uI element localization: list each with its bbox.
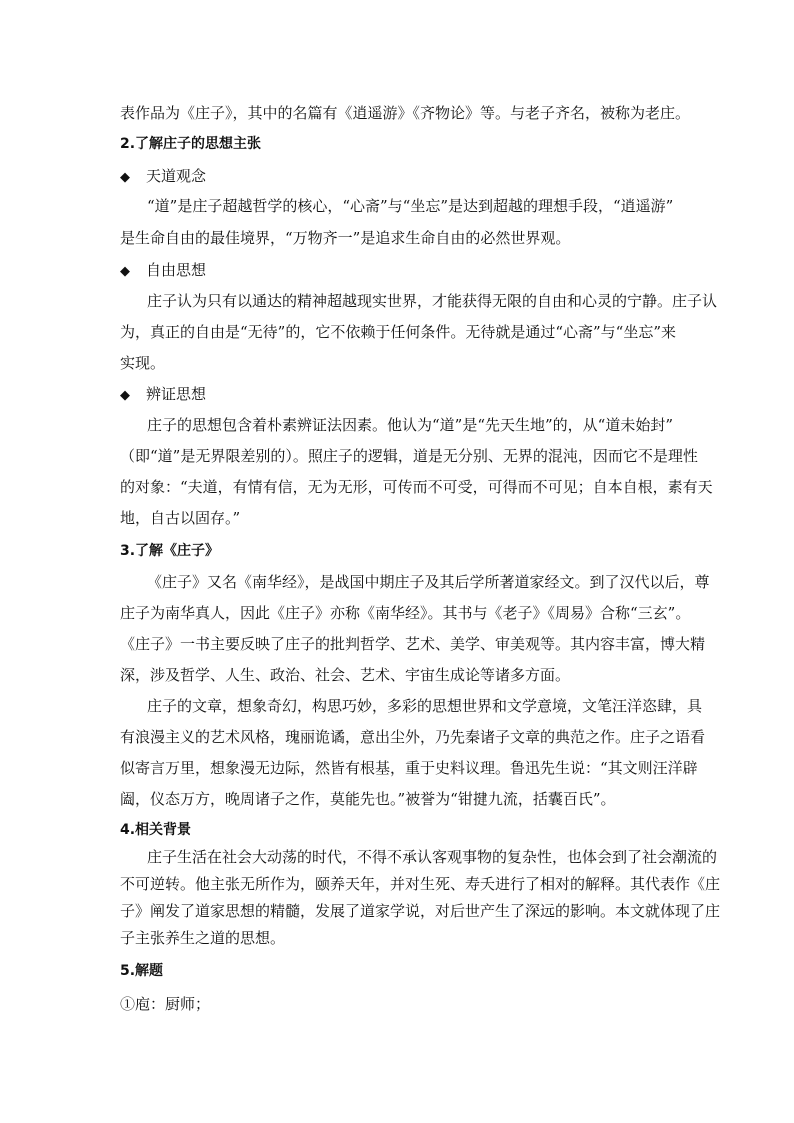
text-line: 不可逆转。他主张无所作为，颐养天年，并对生死、寿夭进行了相对的解释。其代表作《庄	[120, 875, 721, 893]
bullet-label: 天道观念	[146, 167, 207, 185]
section-heading: 2.了解庄子的思想主张	[120, 136, 262, 152]
bullet-item	[120, 259, 206, 283]
text-line: 为，真正的自由是“无待”的，它不依赖于任何条件。无待就是通过“心斋”与“坐忘”来	[120, 323, 677, 341]
text-line: 庄子为南华真人，因此《庄子》亦称《南华经》。其书与《老子》《周易》合称“三玄”。	[120, 604, 691, 622]
text-line: 庄子的思想包含着朴素辨证法因素。他认为“道”是“先天生地”的，从“道未始封”	[147, 416, 674, 434]
text-line: 子》阐发了道家思想的精髓，发展了道家学说，对后世产生了深远的影响。本文就体现了庄	[120, 902, 721, 920]
text-line: 的对象：“夫道，有情有信，无为无形，可传而不可受，可得而不可见；自本自根，素有天	[120, 478, 713, 496]
text-line: 庄子认为只有以通达的精神超越现实世界，才能获得无限的自由和心灵的宁静。庄子认	[147, 292, 718, 310]
text-line: 实现。	[120, 354, 166, 372]
text-line: ①庖：厨师；	[120, 995, 211, 1013]
bullet-item	[120, 383, 206, 407]
text-line: 地，自古以固存。”	[120, 509, 241, 527]
text-line: 《庄子》一书主要反映了庄子的批判哲学、艺术、美学、审美观等。其内容丰富，博大精	[120, 635, 706, 653]
text-line: 似寄言万里，想象漫无边际，然皆有根基，重于史料议理。鲁迅先生说：“其文则汪洋辟	[120, 759, 698, 777]
text-line: “道”是庄子超越哲学的核心，“心斋”与“坐忘”是达到超越的理想手段，“逍遥游”	[147, 197, 674, 215]
bullet-item	[120, 165, 206, 189]
diamond-bullet-icon: ◆	[120, 264, 130, 279]
text-line: 表作品为《庄子》，其中的名篇有《逍遥游》《齐物论》等。与老子齐名，被称为老庄。	[120, 104, 691, 122]
text-line: （即“道”是无界限差别的）。照庄子的逻辑，道是无分别、无界的混沌，因而它不是理性	[120, 447, 698, 465]
text-line: 《庄子》又名《南华经》，是战国中期庄子及其后学所著道家经文。到了汉代以后，尊	[147, 573, 710, 591]
section-heading: 4.相关背景	[120, 822, 192, 838]
text-line: 阖，仪态万方，晚周诸子之作，莫能先也。”被誉为“钳揵九流，括囊百氏”。	[120, 790, 616, 808]
text-line: 有浪漫主义的艺术风格，瑰丽诡谲，意出尘外，乃先秦诸子文章的典范之作。庄子之语看	[120, 728, 706, 746]
text-line: 庄子的文章，想象奇幻，构思巧妙，多彩的思想世界和文学意境，文笔汪洋恣肆，具	[147, 697, 703, 715]
diamond-bullet-icon: ◆	[120, 170, 130, 185]
text-line: 子主张养生之道的思想。	[120, 929, 286, 947]
bullet-label: 自由思想	[146, 261, 207, 279]
text-line: 庄子生活在社会大动荡的时代，不得不承认客观事物的复杂性，也体会到了社会潮流的	[147, 848, 718, 866]
bullet-label: 辨证思想	[146, 385, 207, 403]
diamond-bullet-icon: ◆	[120, 388, 130, 403]
section-heading: 3.了解《庄子》	[120, 543, 220, 559]
section-heading: 5.解题	[120, 963, 164, 979]
text-line: 深，涉及哲学、人生、政治、社会、艺术、宇宙生成论等诸多方面。	[120, 666, 571, 684]
text-line: 是生命自由的最佳境界，“万物齐一”是追求生命自由的必然世界观。	[120, 229, 571, 247]
